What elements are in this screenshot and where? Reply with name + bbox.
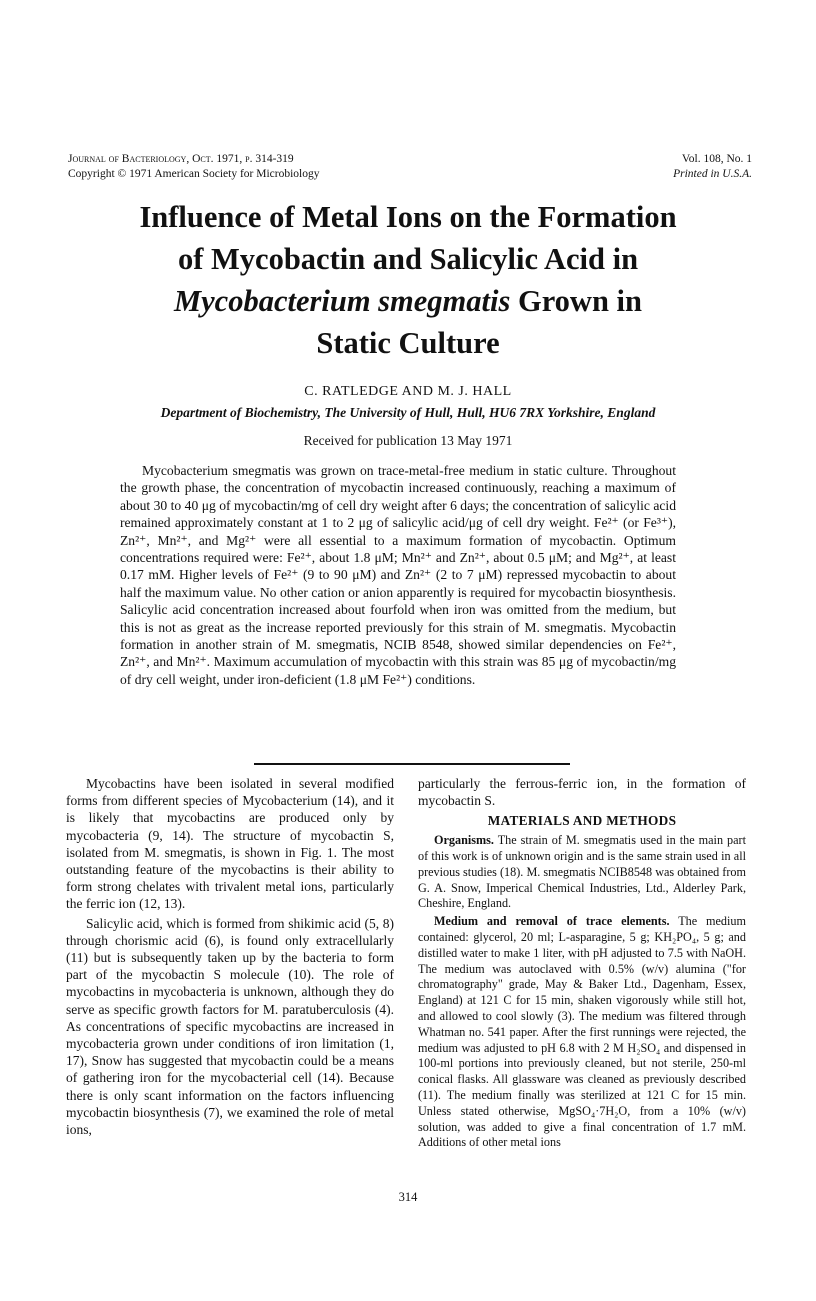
volume-line: Vol. 108, No. 1 [681, 153, 752, 165]
journal-line: Journal of Bacteriology, Oct. 1971, p. 314-319 [68, 153, 294, 165]
printed-line: Printed in U.S.A. [673, 168, 752, 180]
intro-paragraph-1: Mycobactins have been isolated in several modified forms from different species of Mycobacterium (14), and it is likely that mycobactins are produced only by mycobacteria (9, 14). The structure of mycobactin S, isolated from M. smegmatis, is shown in Fig. 1. The most outstanding feature of the mycobactins is their ability to form strong chelates with trivalent metal ions, particularly the ferric ion (12, 13). [66, 776, 394, 912]
medium-text: The medium contained: glycerol, 20 ml; L-asparagine, 5 g; KH₂PO₄, 5 g; and distilled water to make 1 liter, with pH adjusted to 7.5 with NaOH. The medium was autoclaved with 0.5% (w/v) alumina ("for chromatography" grade, May & Baker Ltd., Dagenham, Essex, England) at 121 C for 15 min, shaken vigorously while still hot, and allowed to cool slowly (3). The medium was filtered through Whatman no. 541 paper. After the first runnings were rejected, the medium was adjusted to pH 6.8 with 2 M H₂SO₄ and dispensed in 100-ml portions into previously cleaned, but not sterile, 250-ml conical flasks. All glassware was cleaned as previously described (11). The medium finally was sterilized at 121 C for 15 min. Unless stated otherwise, MgSO₄·7H₂O, from a 10% (w/v) solution, was added to give a final concentration of 1.7 mM. Additions of other metal ions [418, 914, 746, 1150]
section-divider [254, 763, 570, 765]
organisms-text: The strain of M. smegmatis used in the main part of this work is of unknown origin and is the same strain used in all previous studies (18). M. smegmatis NCIB8548 was obtained from G. A. Snow, Imperical Chemical Industries, Ltd., Alderley Park, Cheshire, England. [418, 833, 746, 911]
article-title [60, 196, 756, 364]
title-line-2: of Mycobactin and Salicylic Acid in [177, 242, 639, 276]
affiliation: Department of Biochemistry, The University of Hull, Hull, HU6 7RX Yorkshire, England [160, 405, 656, 420]
organisms-paragraph [418, 833, 746, 912]
medium-label: Medium and removal of trace elements. [434, 914, 670, 929]
authors: C. RATLEDGE AND M. J. HALL [304, 384, 512, 399]
title-line-3-rest: Grown in [510, 284, 642, 318]
medium-paragraph [418, 914, 746, 1151]
right-column [418, 775, 746, 1153]
received-date: Received for publication 13 May 1971 [303, 433, 513, 448]
title-line-3 [60, 280, 756, 322]
intro-paragraph-2: Salicylic acid, which is formed from shikimic acid (5, 8) through chorismic acid (6), is found only extracellularly (11) but is subsequently taken up by the bacteria to form part of the mycobactin S molecule (10). The role of mycobactins in mycobacteria is unknown, although they do serve as specific growth factors for M. paratuberculosis (4). As concentrations of specific mycobactins are increased in mycobacteria grown under conditions of iron limitation (1, 17), Snow has suggested that mycobactin could be a means of gathering iron for the mycobacterial cell (14). Because there is only scant information on the factors influencing mycobactin biosynthesis (7), we examined the role of metal ions, [66, 915, 394, 1138]
page-number: 314 [398, 1190, 418, 1204]
title-line-4: Static Culture [316, 326, 500, 360]
section-heading: MATERIALS AND METHODS [487, 813, 677, 829]
intro-continuation: particularly the ferrous-ferric ion, in the formation of mycobactin S. [418, 776, 746, 809]
title-organism: Mycobacterium smegmatis [174, 284, 511, 318]
running-header-left [68, 152, 319, 182]
abstract: Mycobacterium smegmatis was grown on trace-metal-free medium in static culture. Throughout the growth phase, the concentration of mycobactin increased continuously, reaching a maximum of about 30 to 40 μg of mycobactin/mg of cell dry weight after 6 days; the concentration of salicylic acid remained approximately constant at 1 to 2 μg of salicylic acid/μg of cell dry weight. Fe²⁺ (or Fe³⁺), Zn²⁺, Mn²⁺, and Mg²⁺ were all essential to a maximum formation of mycobactin. Optimum concentrations required were: Fe²⁺, about 1.8 μM; Mn²⁺ and Zn²⁺, about 0.5 μM; and Mg²⁺, at least 0.17 mM. Higher levels of Fe²⁺ (9 to 90 μM) and Zn²⁺ (2 to 7 μM) repressed mycobactin to about half the maximum value. No other cation or anion apparently is required for mycobactin biosynthesis. Salicylic acid concentration increased about fourfold when iron was omitted from the medium, but this is not as great as the increase reported previously for this strain of M. smegmatis. Mycobactin formation in another strain of M. smegmatis, NCIB 8548, showed similar dependencies on Fe²⁺, Zn²⁺, and Mn²⁺. Maximum accumulation of mycobactin with this strain was 85 μg of mycobactin/mg of dry cell weight, under iron-deficient (1.8 μM Fe²⁺) conditions. [120, 463, 676, 687]
title-line-1: Influence of Metal Ions on the Formation [139, 200, 677, 234]
copyright-line: Copyright © 1971 American Society for Microbiology [68, 168, 320, 180]
left-column [66, 775, 394, 1140]
organisms-label: Organisms. [434, 833, 494, 848]
running-header-right [673, 152, 752, 182]
